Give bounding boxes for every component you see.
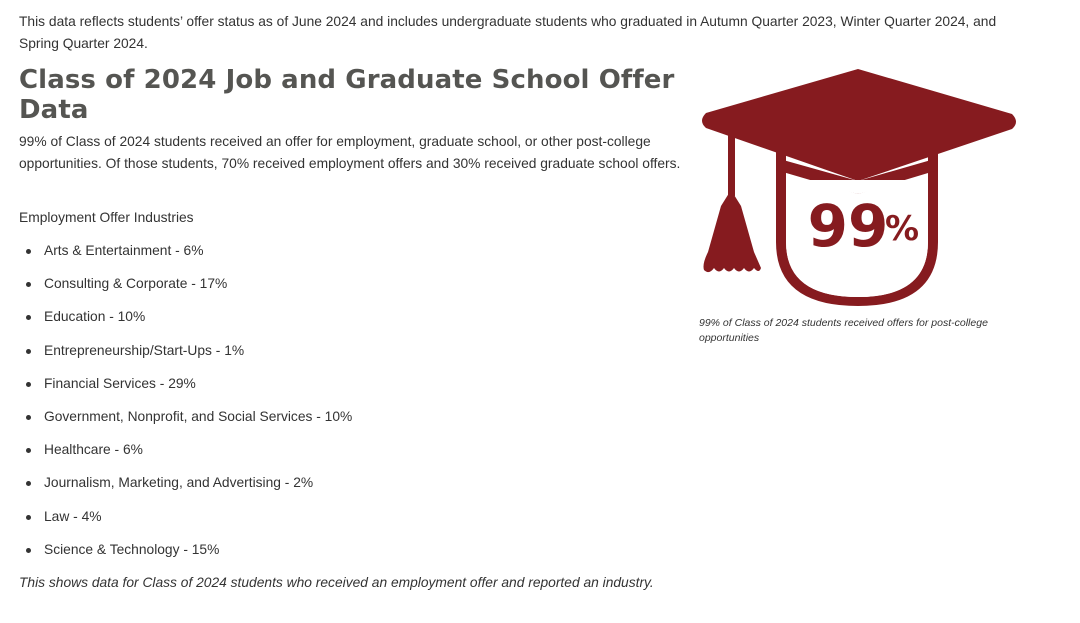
graphic-caption: 99% of Class of 2024 students received offers for post-college opportunities [699, 317, 988, 344]
percent-sign: % [884, 209, 920, 249]
intro-paragraph: This data reflects students’ offer status as of June 2024 and includes undergraduate students who graduated in Autumn Quarter 2023, Winter Quarter 2024, and Spring Quarter 2024. [19, 14, 997, 51]
page-title: Class of 2024 Job and Graduate School Offer Data [19, 65, 675, 125]
list-item: Law - 4% [19, 506, 352, 539]
list-item: Science & Technology - 15% [19, 539, 352, 572]
percentage-number: 99 [807, 192, 889, 260]
list-item: Education - 10% [19, 306, 352, 339]
summary-paragraph: 99% of Class of 2024 students received an offer for employment, graduate school, or other post-college opportunities. Of those students, 70% received employment offers and 30% received graduate school offers. [19, 134, 681, 171]
list-item: Financial Services - 29% [19, 373, 352, 406]
industries-list [19, 240, 352, 572]
list-item: Healthcare - 6% [19, 439, 352, 472]
list-item: Entrepreneurship/Start-Ups - 1% [19, 340, 352, 373]
footnote: This shows data for Class of 2024 students who received an employment offer and reported an industry. [19, 575, 654, 590]
industries-heading: Employment Offer Industries [19, 210, 194, 225]
list-item: Arts & Entertainment - 6% [19, 240, 352, 273]
graduation-cap-icon [698, 66, 1022, 310]
list-item: Consulting & Corporate - 17% [19, 273, 352, 306]
list-item: Journalism, Marketing, and Advertising - 2% [19, 472, 352, 505]
list-item: Government, Nonprofit, and Social Services - 10% [19, 406, 352, 439]
